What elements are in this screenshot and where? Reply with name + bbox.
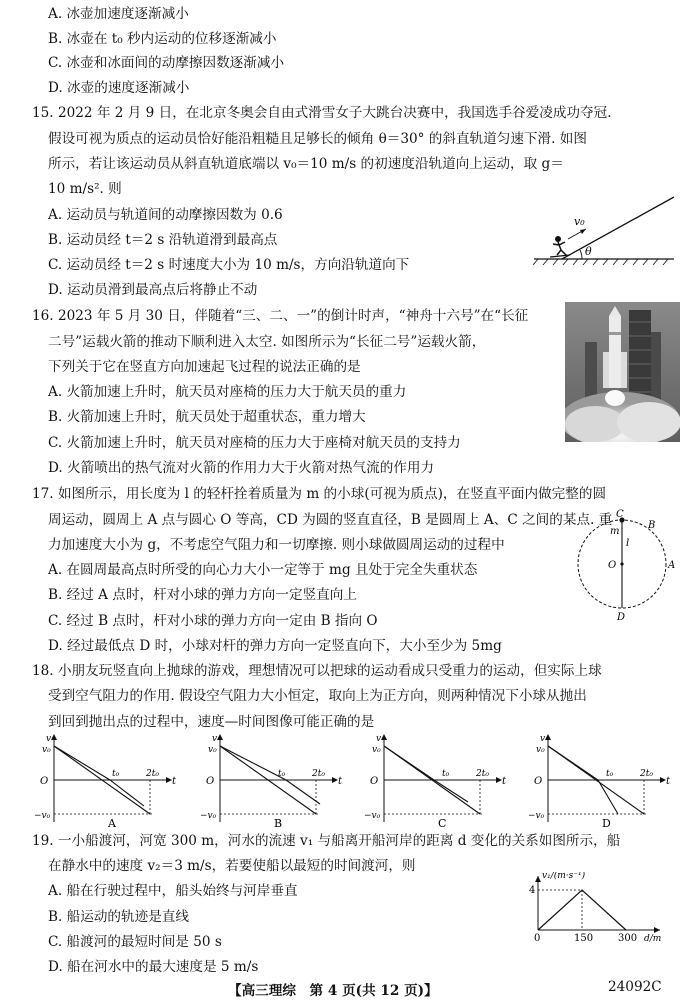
- vt-panel-a: [34, 734, 177, 828]
- t0-tick-label: t₀: [112, 769, 120, 779]
- 2t0-tick-label: 2t₀: [312, 769, 325, 779]
- v0-label: v₀: [574, 215, 585, 228]
- neg-v0-tick-label: −v₀: [34, 811, 51, 821]
- q18-stem-line-1: 18. 小朋友玩竖直向上抛球的游戏，理想情况可以把球的运动看成只受重力的运动，但实际上球: [32, 663, 602, 679]
- q16-stem-line-2: 二号”运载火箭的推动下顺利进入太空. 如图所示为“长征二号”运载火箭，: [48, 334, 486, 350]
- origin-label: O: [370, 776, 379, 787]
- q19-option-b: B. 船运动的轨迹是直线: [48, 909, 189, 925]
- q18-vt-graphs: [20, 734, 680, 828]
- q19-option-a: A. 船在行驶过程中，船头始终与河岸垂直: [48, 883, 298, 899]
- v-axis-label: v: [376, 734, 382, 744]
- q19-option-d: D. 船在河水中的最大速度是 5 m/s: [48, 959, 259, 975]
- v-axis-label: v: [212, 734, 218, 744]
- origin-label: O: [40, 776, 49, 787]
- q18-stem-line-3: 到回到抛出点的过程中，速度—时间图像可能正确的是: [48, 714, 375, 730]
- point-a-label: A: [668, 560, 676, 571]
- 2t0-tick-label: 2t₀: [640, 769, 653, 779]
- neg-v0-tick-label: −v₀: [200, 811, 217, 821]
- fig19-y-tick-4: 4: [529, 885, 536, 896]
- q14-option-a: A. 冰壶加速度逐渐减小: [48, 6, 189, 22]
- length-l-label: l: [626, 538, 630, 549]
- q17-stem-line-1: 17. 如图所示，用长度为 l 的轻杆拴着质量为 m 的小球(可视为质点)，在竖直平面内做完整的圆: [32, 486, 607, 502]
- option-label-a: A: [108, 817, 116, 828]
- fig19-x-axis-label: d/m: [644, 934, 662, 944]
- v-axis-label: v: [540, 734, 546, 744]
- q15-option-b: B. 运动员经 t＝2 s 沿轨道滑到最高点: [48, 232, 278, 248]
- neg-v0-tick-label: −v₀: [528, 811, 545, 821]
- q15-option-c: C. 运动员经 t＝2 s 时速度大小为 10 m/s，方向沿轨道向下: [48, 257, 410, 273]
- vt-panel-d: [528, 734, 671, 828]
- center-o-label: O: [608, 560, 617, 571]
- t0-tick-label: t₀: [278, 769, 286, 779]
- q15-stem-line-3: 所示，若让该运动员从斜直轨道底端以 v₀＝10 m/s 的初速度沿轨道向上运动，取 g＝: [48, 156, 564, 172]
- q14-option-c: C. 冰壶和冰面间的动摩擦因数逐渐减小: [48, 55, 285, 71]
- neg-v0-tick-label: −v₀: [364, 811, 381, 821]
- t-axis-label: t: [172, 776, 177, 787]
- q17-option-d: D. 经过最低点 D 时，小球对杆的弹力方向一定竖直向下，大小至少为 5mg: [48, 638, 502, 654]
- mass-m-label: m: [610, 526, 620, 537]
- q19-velocity-distance-graph: [520, 872, 680, 944]
- option-label-c: C: [438, 817, 447, 828]
- q15-option-a: A. 运动员与轨道间的动摩擦因数为 0.6: [48, 207, 283, 223]
- vt-panel-c: [364, 734, 507, 828]
- q19-option-c: C. 船渡河的最短时间是 50 s: [48, 934, 222, 950]
- v0-tick-label: v₀: [372, 745, 381, 755]
- t0-tick-label: t₀: [442, 769, 450, 779]
- q17-stem-line-2: 周运动，圆周上 A 点与圆心 O 等高，CD 为圆的竖直直径，B 是圆周上 A、C 之间的某点. 重: [48, 512, 613, 528]
- q16-option-c: C. 火箭加速上升时，航天员对座椅的压力大于座椅对航天员的支持力: [48, 435, 461, 451]
- q16-option-d: D. 火箭喷出的热气流对火箭的作用力大于火箭对热气流的作用力: [48, 460, 435, 476]
- fig19-x-tick-0: 0: [534, 933, 541, 944]
- q19-stem-line-1: 19. 一小船渡河，河宽 300 m，河水的流速 v₁ 与船离开船河岸的距离 d 变化的关系如图所示，船: [32, 833, 621, 849]
- t-axis-label: t: [666, 776, 671, 787]
- v0-tick-label: v₀: [208, 745, 217, 755]
- fig19-x-tick-150: 150: [574, 933, 594, 944]
- point-c-label: C: [616, 509, 624, 520]
- rocket-launch-photo: [565, 302, 680, 442]
- q19-stem-line-2: 在静水中的速度 v₂＝3 m/s，若要使船以最短的时间渡河，则: [48, 858, 416, 874]
- q15-stem-line-2: 假设可视为质点的运动员恰好能沿粗糙且足够长的倾角 θ＝30° 的斜直轨道匀速下滑. 如图: [48, 131, 587, 147]
- footer-paper-code: 24092C: [608, 979, 662, 995]
- q14-option-b: B. 冰壶在 t₀ 秒内运动的位移逐渐减小: [48, 31, 277, 47]
- origin-label: O: [534, 776, 543, 787]
- 2t0-tick-label: 2t₀: [476, 769, 489, 779]
- q17-option-a: A. 在圆周最高点时所受的向心力大小一定等于 mg 且处于完全失重状态: [48, 562, 478, 578]
- v0-tick-label: v₀: [42, 745, 51, 755]
- q15-option-d: D. 运动员滑到最高点后将静止不动: [48, 282, 258, 298]
- q16-stem-line-3: 下列关于它在竖直方向加速起飞过程的说法正确的是: [48, 359, 361, 375]
- point-d-label: D: [617, 612, 626, 623]
- t0-tick-label: t₀: [606, 769, 614, 779]
- q17-circle-figure: [570, 508, 680, 624]
- air-resistance-motion-line: [220, 746, 320, 804]
- 2t0-tick-label: 2t₀: [146, 769, 159, 779]
- q17-option-c: C. 经过 B 点时，杆对小球的弹力方向一定由 B 指向 O: [48, 613, 378, 629]
- fig19-y-axis-label: v₁/(m·s⁻¹): [542, 872, 586, 881]
- option-label-d: D: [602, 817, 611, 828]
- q17-option-b: B. 经过 A 点时，杆对小球的弹力方向一定竖直向上: [48, 587, 357, 603]
- q16-option-a: A. 火箭加速上升时，航天员对座椅的压力大于航天员的重力: [48, 384, 407, 400]
- q18-stem-line-2: 受到空气阻力的作用. 假设空气阻力大小恒定，取向上为正方向，则两种情况下小球从抛出: [48, 688, 587, 704]
- q16-stem-line-1: 16. 2023 年 5 月 30 日，伴随着“三、二、一”的倒计时声，“神舟十六号”在“长征: [32, 308, 529, 324]
- t-axis-label: t: [502, 776, 507, 787]
- q16-option-b: B. 火箭加速上升时，航天员处于超重状态，重力增大: [48, 409, 366, 425]
- option-label-b: B: [274, 817, 283, 828]
- point-b-label: B: [648, 520, 656, 531]
- q15-incline-figure: [528, 195, 676, 267]
- air-resistance-motion-line: [384, 746, 468, 802]
- q14-option-d: D. 冰壶的速度逐渐减小: [48, 80, 190, 96]
- theta-label: θ: [585, 245, 592, 258]
- v-axis-label: v: [46, 734, 52, 744]
- q17-stem-line-3: 力加速度大小为 g，不考虑空气阻力和一切摩擦. 则小球做圆周运动的过程中: [48, 537, 505, 553]
- footer-page-info: 【高三理综 第 4 页(共 12 页)】: [228, 983, 438, 999]
- fig19-x-tick-300: 300: [618, 933, 638, 944]
- v0-tick-label: v₀: [536, 745, 545, 755]
- vt-panel-b: [200, 734, 343, 828]
- origin-label: O: [206, 776, 215, 787]
- skier-icon: [550, 236, 570, 257]
- q15-stem-line-4: 10 m/s². 则: [48, 181, 122, 197]
- q15-stem-line-1: 15. 2022 年 2 月 9 日，在北京冬奥会自由式滑雪女子大跳台决赛中，我国选手谷爱凌成功夺冠.: [32, 105, 612, 121]
- t-axis-label: t: [338, 776, 343, 787]
